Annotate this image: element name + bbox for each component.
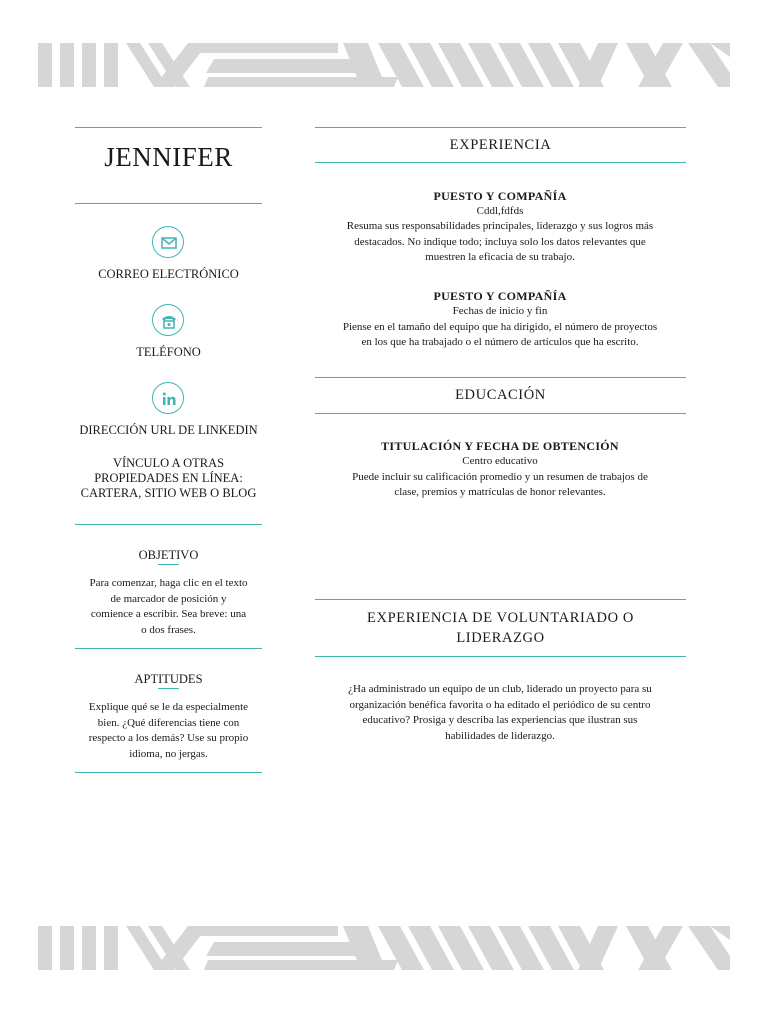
- volunteer-line-1: ¿Ha administrado un equipo de un club, liderado un proyecto para su: [348, 683, 652, 695]
- volunteer-line-3: educativo? Prosiga y describa las experiencias que ilustran sus: [362, 714, 638, 726]
- envelope-icon: [152, 226, 184, 258]
- online-links-line-2: PROPIEDADES EN LÍNEA:: [94, 471, 243, 485]
- job-2-heading: PUESTO Y COMPAÑÍA: [433, 289, 567, 303]
- education-sub: Centro educativo: [462, 455, 538, 467]
- job-1-line-2: destacados. No indique todo; incluya solo los datos relevantes que: [354, 235, 646, 248]
- education-heading: TITULACIÓN Y FECHA DE OBTENCIÓN: [381, 439, 619, 453]
- linkedin-icon: [152, 382, 184, 414]
- job-2-sub: Fechas de inicio y fin: [452, 305, 548, 317]
- email-label: CORREO ELECTRÓNICO: [98, 267, 239, 281]
- education-line-2: clase, premios y matrículas de honor relevantes.: [394, 486, 606, 498]
- job-1-heading: PUESTO Y COMPAÑÍA: [433, 189, 567, 203]
- contacts-bottom-rule: [75, 524, 262, 525]
- education-top-rule: [315, 377, 686, 378]
- objective-line-4: o dos frases.: [141, 623, 196, 636]
- skills-title: APTITUDES: [134, 672, 203, 686]
- volunteer-top-rule: [315, 599, 686, 600]
- skills-underline: [158, 688, 179, 689]
- phone-label: TELÉFONO: [136, 345, 201, 359]
- objective-line-2: de marcador de posición y: [110, 592, 227, 605]
- objective-line-1: Para comenzar, haga clic en el texto: [89, 577, 248, 589]
- bottom-stripe-band: [38, 926, 730, 970]
- top-stripe-band: [38, 43, 730, 87]
- job-1-line-1: Resuma sus responsabilidades principales, liderazgo y sus logros más: [346, 220, 654, 232]
- telephone-icon: [152, 304, 184, 336]
- objective-title: OBJETIVO: [138, 548, 199, 562]
- volunteer-title-line-2: LIDERAZGO: [456, 630, 545, 646]
- name-bottom-rule: [75, 203, 262, 204]
- linkedin-label: DIRECCIÓN URL DE LINKEDIN: [79, 423, 258, 437]
- objective-line-3: comience a escribir. Sea breve: una: [90, 608, 247, 620]
- job-1-line-3: muestren la eficacia de su trabajo.: [425, 251, 575, 263]
- job-1-sub: Cddl,fdfds: [476, 204, 524, 217]
- objective-bottom-rule: [75, 648, 262, 649]
- volunteer-bottom-rule: [315, 656, 686, 657]
- skills-line-2: bien. ¿Qué diferencias tiene con: [97, 716, 240, 729]
- skills-line-3: respecto a los demás? Use su propio: [88, 732, 249, 744]
- job-2-line-2: en los que ha trabajado o el número de artículos que ha escrito.: [361, 336, 639, 348]
- left-top-rule: [75, 127, 262, 128]
- education-bottom-rule: [315, 413, 686, 414]
- skills-bottom-rule: [75, 772, 262, 773]
- experience-title: EXPERIENCIA: [449, 137, 552, 153]
- online-links-line-3: CARTERA, SITIO WEB O BLOG: [80, 486, 257, 500]
- skills-line-4: idioma, no jergas.: [129, 747, 208, 760]
- objective-underline: [158, 564, 179, 565]
- candidate-name: JENNIFER: [104, 142, 233, 172]
- volunteer-line-4: habilidades de liderazgo.: [445, 729, 555, 742]
- experience-top-rule: [315, 127, 686, 128]
- education-line-1: Puede incluir su calificación promedio y un resumen de trabajos de: [352, 470, 648, 483]
- volunteer-line-2: organización benéfica favorita o ha editado el periódico de su centro: [349, 698, 651, 711]
- volunteer-title-line-1: EXPERIENCIA DE VOLUNTARIADO O: [367, 610, 634, 626]
- experience-bottom-rule: [315, 162, 686, 163]
- job-2-line-1: Piense en el tamaño del equipo que ha dirigido, el número de proyectos: [342, 320, 658, 333]
- online-links-line-1: VÍNCULO A OTRAS: [112, 456, 225, 470]
- education-title: EDUCACIÓN: [455, 387, 546, 403]
- skills-line-1: Explique qué se le da especialmente: [88, 701, 249, 713]
